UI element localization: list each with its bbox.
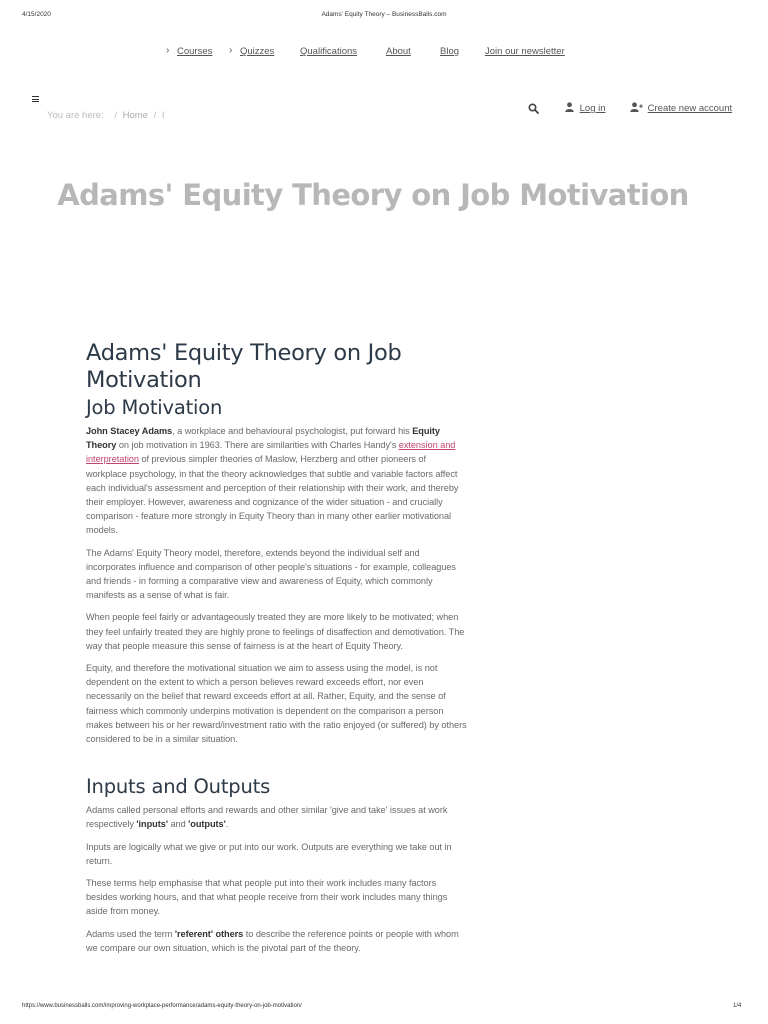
article-paragraph: Equity, and therefore the motivational situation we aim to assess using the model, is not dependent on the extent to which a person believes reward exceeds effort, nor even necessarily on the belief that reward exceeds effort at all. Rather, Equity, and the sense of fairness which commonly underpins motivation is dependent on the comparison a person makes between his or her reward/investment ratio with the ratio enjoyed (or suffered) by others considered to be in a similar situation. xyxy=(86,663,467,745)
article-paragraph: Adams used the term 'referent' others to describe the reference points or people with whom we compare our own situation, which is the pivotal part of the theory. xyxy=(86,928,459,953)
article-paragraph: Adams called personal efforts and rewards and other similar 'give and take' issues at work respectively 'inputs' and 'outputs'. xyxy=(86,805,448,830)
user-plus-icon xyxy=(630,102,643,112)
bold-term: John Stacey Adams xyxy=(86,426,173,436)
login-link[interactable]: Log in xyxy=(579,103,606,114)
print-date: 4/15/2020 xyxy=(22,11,51,18)
section-heading-inputs-and-outputs: Inputs and Outputs xyxy=(86,775,271,799)
breadcrumb-prefix: You are here: xyxy=(47,110,104,121)
article xyxy=(86,340,468,963)
article-paragraph: The Adams' Equity Theory model, therefore, extends beyond the individual self and incorporates influence and comparison of other people's situations - for example, colleagues and friends - in forming a comparative view and awareness of Equity, which commonly manifests as a sense of what is fair. xyxy=(86,547,456,601)
bold-term: 'inputs' xyxy=(136,819,168,830)
breadcrumb-separator: / xyxy=(153,110,157,121)
article-paragraph: When people feel fairly or advantageously treated they are more likely to be motivated; when they feel unfairly treated they are highly prone to feelings of disaffection and demotivation. The way that people measure this sense of fairness is at the heart of Equity Theory. xyxy=(86,612,465,651)
search-button[interactable] xyxy=(528,103,539,117)
user-icon xyxy=(565,102,574,112)
article-paragraph: Inputs are logically what we give or put into our work. Outputs are everything we take out in return. xyxy=(86,841,452,866)
nav-quizzes-link[interactable]: Quizzes xyxy=(240,46,275,57)
section-heading-job-motivation: Job Motivation xyxy=(86,396,223,419)
bold-term: Equity Theory xyxy=(86,426,440,451)
create-account-link[interactable]: Create new account xyxy=(647,103,733,114)
menu-toggle-button[interactable] xyxy=(27,90,47,106)
nav-newsletter-link[interactable]: Join our newsletter xyxy=(485,46,565,57)
article-title: Adams' Equity Theory on Job Motivation xyxy=(86,340,402,393)
login-link-group[interactable] xyxy=(565,102,606,114)
bold-term: 'outputs' xyxy=(188,819,226,830)
breadcrumb-current: I xyxy=(161,110,165,121)
print-page-number: 1/4 xyxy=(733,1003,742,1009)
top-navigation xyxy=(0,46,768,60)
chevron-right-icon: › xyxy=(229,45,233,56)
search-icon xyxy=(528,103,539,114)
hero-title: Adams' Equity Theory on Job Motivation xyxy=(57,178,689,212)
breadcrumb-separator: / xyxy=(114,110,117,121)
article-paragraph: John Stacey Adams, a workplace and behavioural psychologist, put forward his Equity Theory on job motivation in 1963. There are similarities with Charles Handy's extension and interpretation of previous simpler theories of Maslow, Herzberg and other pioneers of workplace psychology, in that the theory acknowledges that subtle and variable factors affect each individual's assessment and perception of their relationship with their work, and thereby their employer. However, awareness and cognizance of the wider situation - and crucially comparison - feature more strongly in Equity Theory than in many other earlier motivational models. xyxy=(86,426,459,536)
nav-qualifications-link[interactable]: Qualifications xyxy=(300,46,358,57)
chevron-right-icon: › xyxy=(166,45,170,56)
nav-courses-link[interactable]: Courses xyxy=(177,46,213,57)
article-paragraph: These terms help emphasise that what people put into their work includes many factors besides working hours, and that what people receive from their work includes many things aside from money. xyxy=(86,878,448,917)
print-title: Adams' Equity Theory – BusinessBalls.com xyxy=(321,11,447,18)
breadcrumb-home-link[interactable]: Home xyxy=(122,110,148,121)
bold-term: 'referent' others xyxy=(174,928,244,939)
extension-and-interpretation-link[interactable]: extension and interpretation xyxy=(86,440,456,465)
nav-blog-link[interactable]: Blog xyxy=(440,46,460,57)
nav-about-link[interactable]: About xyxy=(386,46,411,57)
breadcrumb xyxy=(47,110,165,121)
create-account-link-group[interactable] xyxy=(630,102,732,114)
print-url: https://www.businessballs.com/improving-workplace-performance/adams-equity-theory-on-job-motivation/ xyxy=(22,1003,302,1009)
